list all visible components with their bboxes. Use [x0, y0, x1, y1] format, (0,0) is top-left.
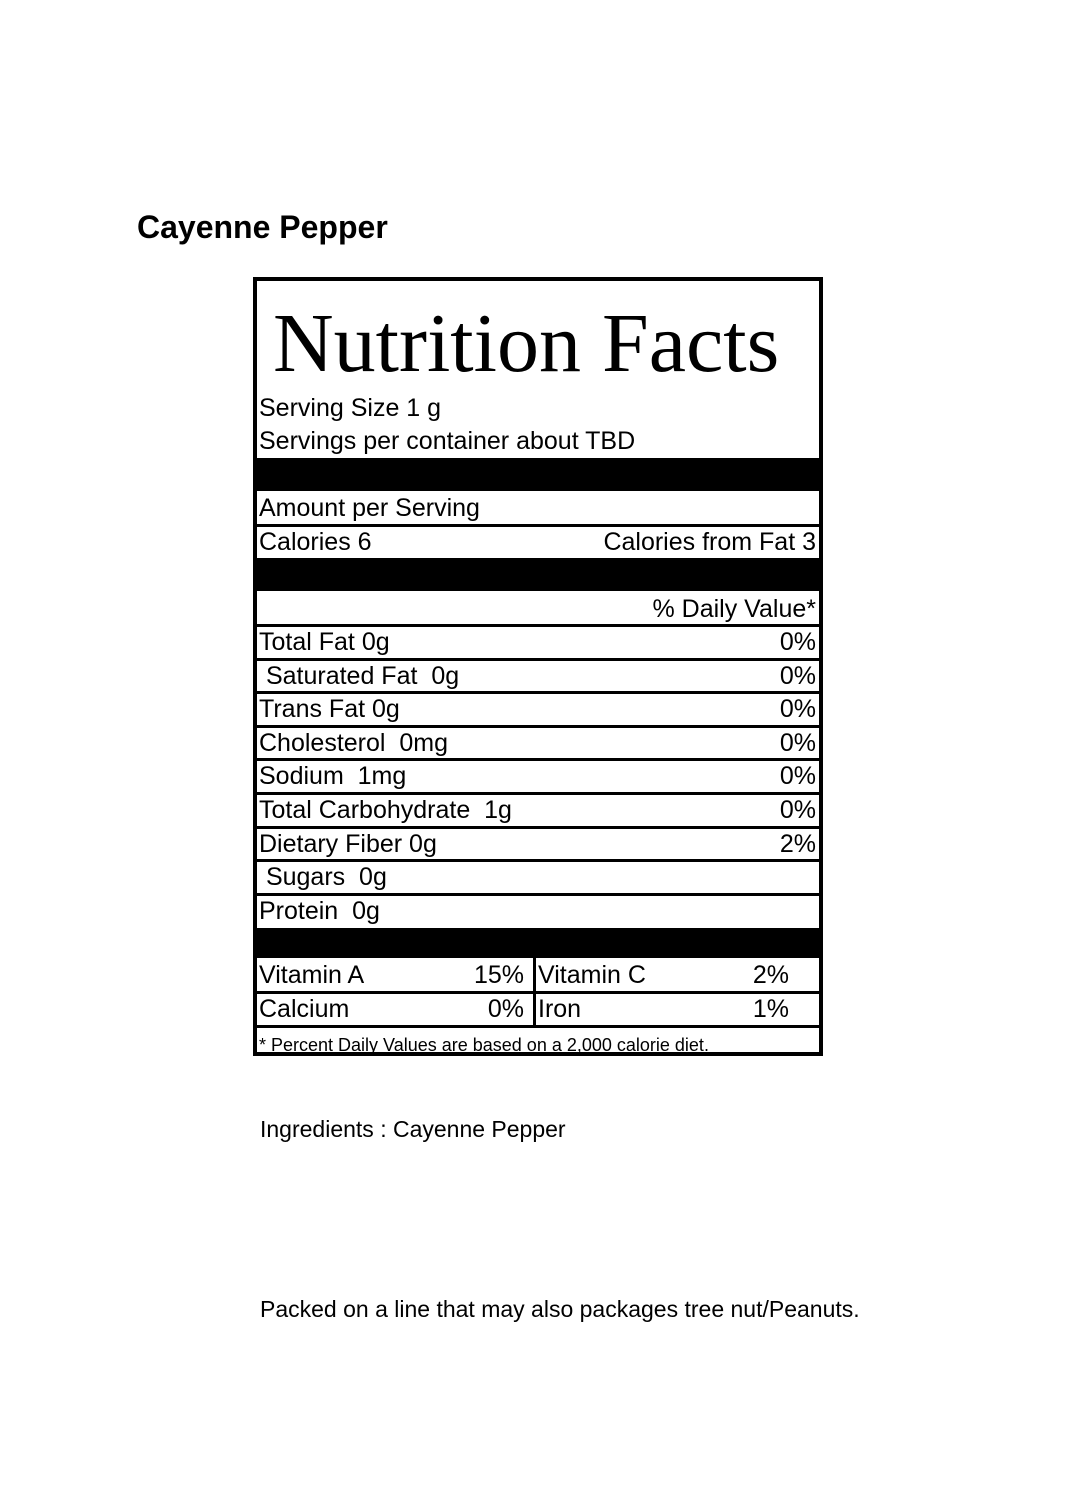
label-title: Nutrition Facts: [273, 297, 780, 390]
nutrient-daily-value: 0%: [779, 796, 816, 824]
thick-divider: [257, 928, 819, 958]
nutrient-daily-value: 0%: [779, 662, 816, 690]
nutrition-facts-label: [253, 277, 823, 1056]
nutrient-name: Saturated Fat 0g: [259, 662, 460, 690]
nutrient-name: Sodium 1mg: [259, 762, 407, 790]
vitamin-name: Iron: [538, 995, 582, 1023]
vitamin-name: Vitamin C: [538, 961, 646, 989]
nutrient-daily-value: 0%: [779, 695, 816, 723]
calories: Calories 6: [259, 528, 372, 556]
product-title: Cayenne Pepper: [137, 209, 388, 245]
calories-from-fat: Calories from Fat 3: [603, 528, 816, 556]
nutrient-daily-value: 2%: [779, 830, 816, 858]
daily-value-header: % Daily Value*: [652, 595, 816, 623]
nutrient-daily-value: 0%: [779, 628, 816, 656]
nutrient-name: Trans Fat 0g: [259, 695, 400, 723]
ingredients: Ingredients : Cayenne Pepper: [260, 1116, 566, 1142]
servings-per-container: Servings per container about TBD: [259, 427, 636, 455]
vitamin-value: 2%: [752, 961, 789, 989]
serving-size: Serving Size 1 g: [259, 394, 442, 422]
nutrient-name: Dietary Fiber 0g: [259, 830, 437, 858]
vitamin-name: Vitamin A: [259, 961, 365, 989]
footnote: * Percent Daily Values are based on a 2,000 calorie diet.: [259, 1035, 709, 1055]
vitamin-value: 15%: [473, 961, 524, 989]
nutrient-daily-value: 0%: [779, 762, 816, 790]
thick-divider: [257, 558, 819, 591]
vitamin-name: Calcium: [259, 995, 350, 1023]
column-divider: [533, 958, 536, 1025]
row-divider: [257, 1025, 819, 1028]
nutrient-name: Total Carbohydrate 1g: [259, 796, 512, 824]
nutrient-name: Total Fat 0g: [259, 628, 390, 656]
nutrient-daily-value: 0%: [779, 729, 816, 757]
nutrient-name: Protein 0g: [259, 897, 380, 925]
amount-per-serving: Amount per Serving: [259, 494, 480, 522]
nutrient-name: Cholesterol 0mg: [259, 729, 448, 757]
nutrient-name: Sugars 0g: [259, 863, 387, 891]
vitamin-value: 1%: [752, 995, 789, 1023]
allergen-note: Packed on a line that may also packages tree nut/Peanuts.: [260, 1296, 860, 1322]
thick-divider: [257, 458, 819, 491]
vitamin-value: 0%: [487, 995, 524, 1023]
